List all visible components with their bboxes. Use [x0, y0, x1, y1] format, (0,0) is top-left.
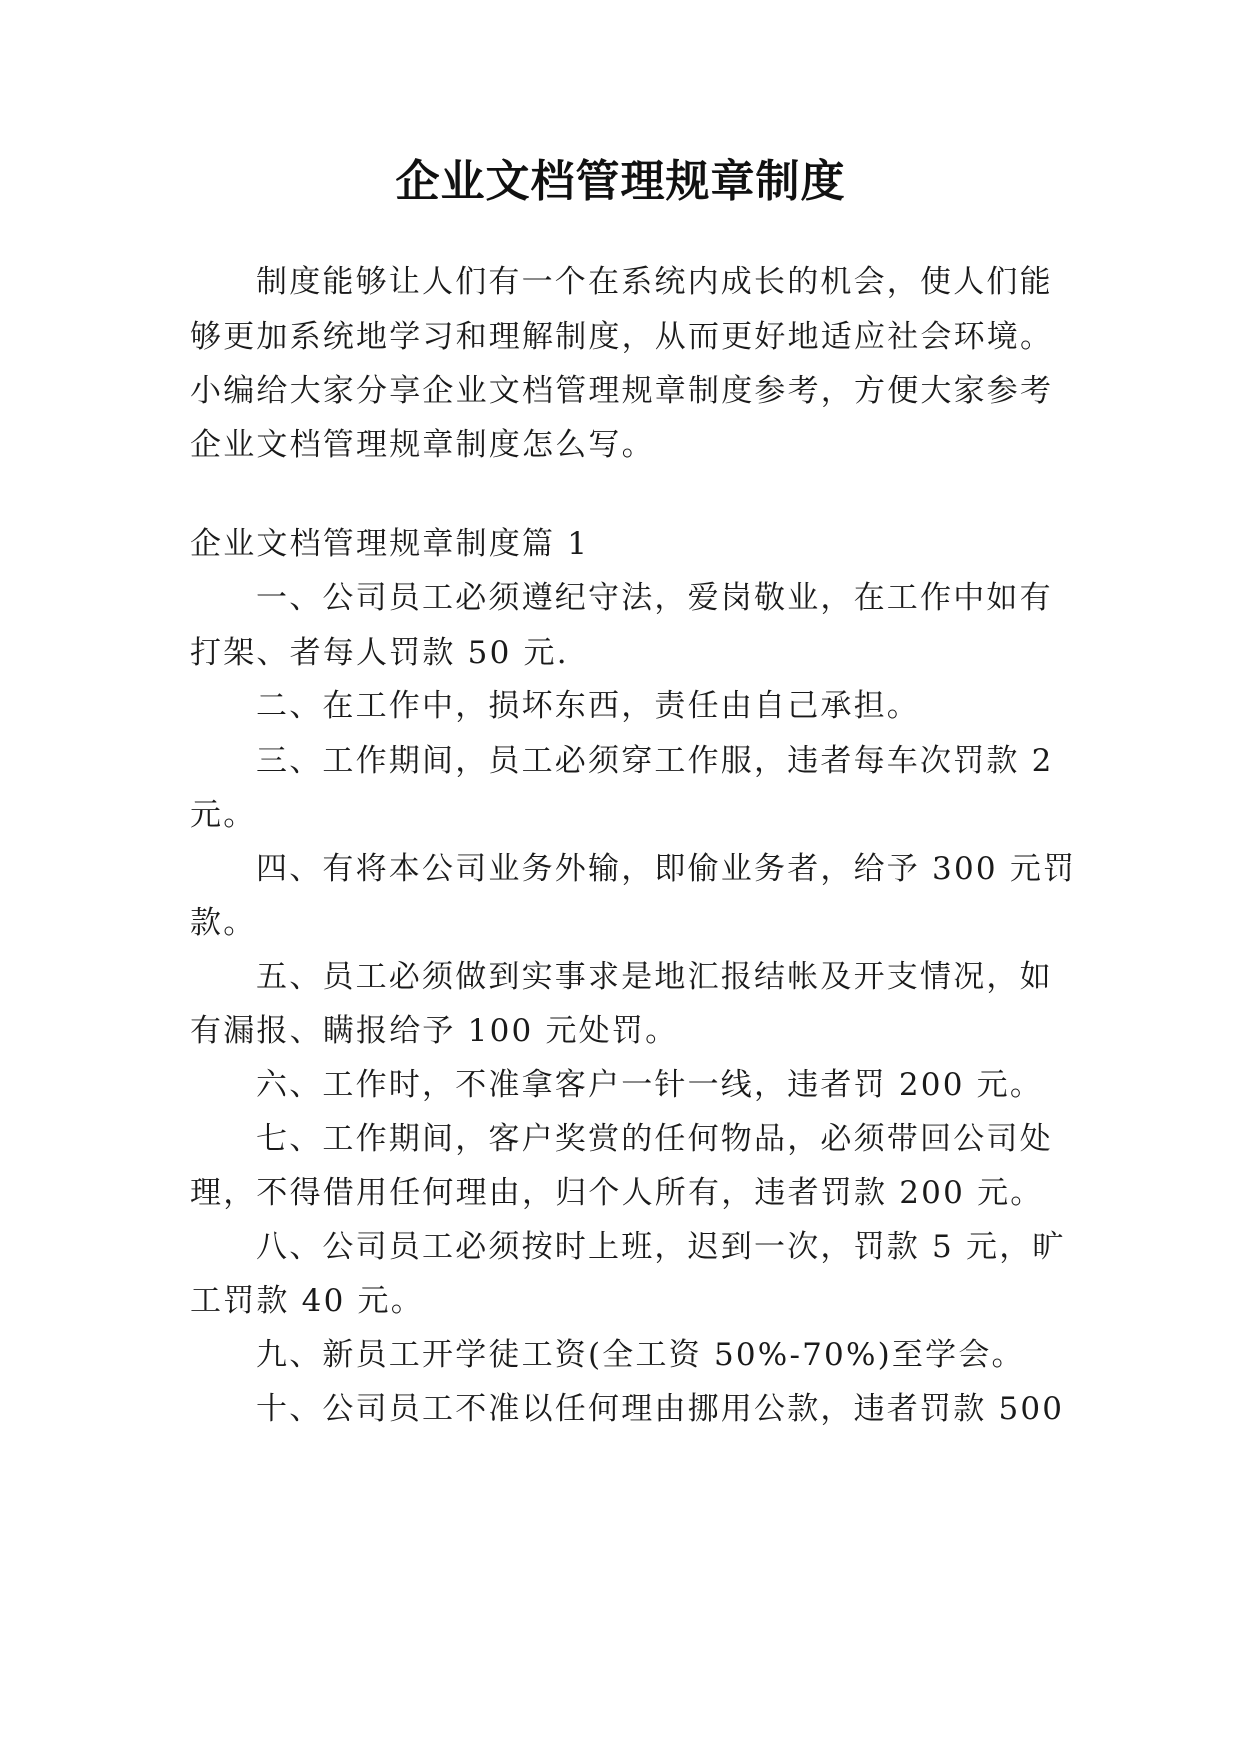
rule-line: 款。 — [190, 905, 257, 941]
rule-line: 九、新员工开学徒工资(全工资 50%-70%)至学会。 — [256, 1337, 1025, 1373]
rule-line: 八、公司员工必须按时上班，迟到一次，罚款 5 元，旷 — [256, 1229, 1066, 1265]
document-title: 企业文档管理规章制度 — [395, 156, 846, 207]
rule-line: 理，不得借用任何理由，归个人所有，违者罚款 200 元。 — [190, 1175, 1044, 1211]
rule-line: 工罚款 40 元。 — [190, 1283, 424, 1319]
intro-line: 企业文档管理规章制度怎么写。 — [190, 427, 655, 463]
intro-line: 小编给大家分享企业文档管理规章制度参考，方便大家参考 — [190, 373, 1054, 409]
rule-line: 二、在工作中，损坏东西，责任由自己承担。 — [256, 688, 920, 724]
rule-line: 六、工作时，不准拿客户一针一线，违者罚 200 元。 — [256, 1067, 1044, 1103]
intro-line: 够更加系统地学习和理解制度，从而更好地适应社会环境。 — [190, 319, 1054, 355]
rule-line: 五、员工必须做到实事求是地汇报结帐及开支情况，如 — [256, 959, 1053, 995]
rule-line: 十、公司员工不准以任何理由挪用公款，违者罚款 500 — [256, 1391, 1065, 1427]
rule-line: 一、公司员工必须遵纪守法，爱岗敬业，在工作中如有 — [256, 580, 1053, 616]
intro-line: 制度能够让人们有一个在系统内成长的机会，使人们能 — [256, 264, 1053, 300]
rule-line: 三、工作期间，员工必须穿工作服，违者每车次罚款 2 — [256, 743, 1054, 779]
section-heading: 企业文档管理规章制度篇 1 — [190, 526, 590, 562]
rule-line: 有漏报、瞒报给予 100 元处罚。 — [190, 1013, 679, 1049]
rule-line: 元。 — [190, 797, 257, 833]
rule-line: 七、工作期间，客户奖赏的任何物品，必须带回公司处 — [256, 1121, 1053, 1157]
rule-line: 打架、者每人罚款 50 元. — [190, 635, 569, 671]
rule-line: 四、有将本公司业务外输，即偷业务者，给予 300 元罚 — [256, 851, 1077, 887]
